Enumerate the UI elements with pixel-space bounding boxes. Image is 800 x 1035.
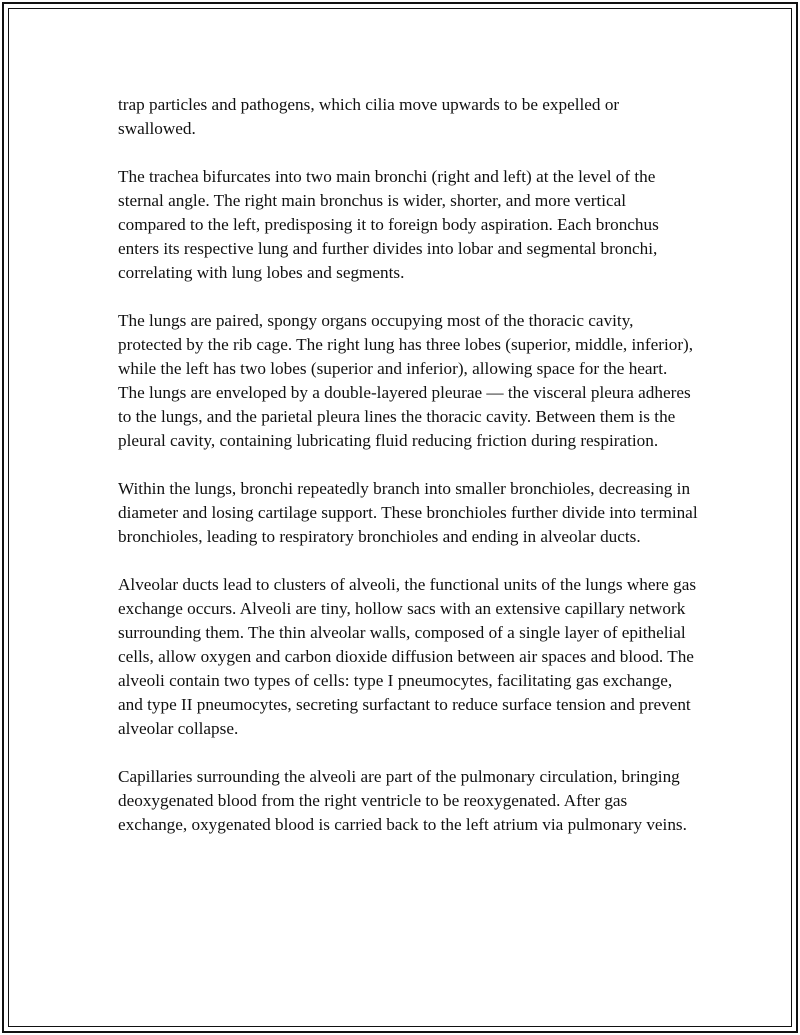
paragraph-2: The trachea bifurcates into two main bronchi (right and left) at the level of the sternal angle. The right main bronchus is wider, shorter, and more vertical compared to the left, predisposing it to foreign body aspiration. Each bronchus enters its respective lung and further divides into lobar and segmental bronchi, correlating with lung lobes and segments. [118, 167, 659, 282]
paragraph-6: Capillaries surrounding the alveoli are part of the pulmonary circulation, bringing deoxygenated blood from the right ventricle to be reoxygenated. After gas exchange, oxygenated blood is carried back to the left atrium via pulmonary veins. [118, 767, 687, 834]
paragraph-4: Within the lungs, bronchi repeatedly branch into smaller bronchioles, decreasing in diameter and losing cartilage support. These bronchioles further divide into terminal bronchioles, leading to respiratory bronchioles and ending in alveolar ducts. [118, 479, 698, 546]
paragraph-5: Alveolar ducts lead to clusters of alveoli, the functional units of the lungs where gas exchange occurs. Alveoli are tiny, hollow sacs with an extensive capillary network surrounding them. The thin alveolar walls, composed of a single layer of epithelial cells, allow oxygen and carbon dioxide diffusion between air spaces and blood. The alveoli contain two types of cells: type I pneumocytes, facilitating gas exchange, and type II pneumocytes, secreting surfactant to reduce surface tension and prevent alveolar collapse. [118, 575, 697, 738]
paragraph-3: The lungs are paired, spongy organs occupying most of the thoracic cavity, protected by the rib cage. The right lung has three lobes (superior, middle, inferior), while the left has two lobes (superior and inferior), allowing space for the heart. The lungs are enveloped by a double-layered pleurae — the visceral pleura adheres to the lungs, and the parietal pleura lines the thoracic cavity. Between them is the pleural cavity, containing lubricating fluid reducing friction during respiration. [118, 311, 694, 450]
paragraph-1: trap particles and pathogens, which cilia move upwards to be expelled or swallowed. [118, 95, 620, 138]
document-body [118, 93, 698, 861]
